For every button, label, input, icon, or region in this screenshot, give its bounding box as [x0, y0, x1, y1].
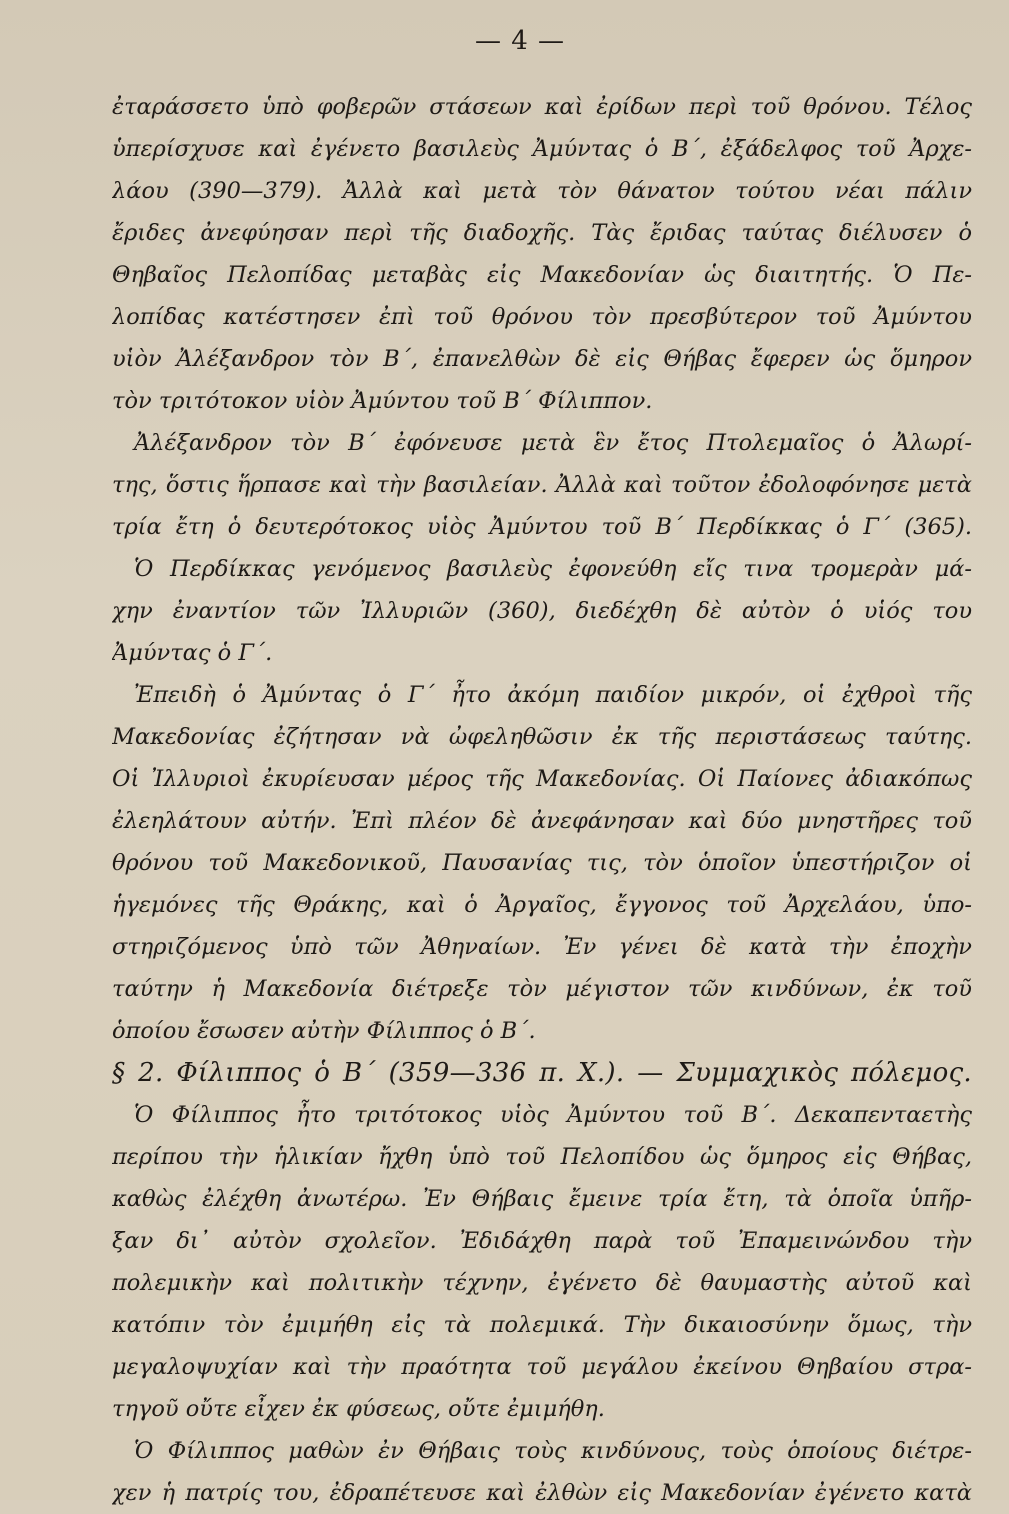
text-line: Ἐπειδὴ ὁ Ἀμύντας ὁ Γ΄ ἦτο ἀκόμη παιδίον μικρόν, οἱ ἐχθροὶ τῆς — [134, 682, 972, 708]
text-line: λάου (390—379). Ἀλλὰ καὶ μετὰ τὸν θάνατον τούτου νέαι πάλιν — [112, 178, 972, 204]
text-line: ἐλεηλάτουν αὐτήν. Ἐπὶ πλέον δὲ ἀνεφάνησαν καὶ δύο μνηστῆρες τοῦ — [112, 808, 972, 834]
section-heading: § 2. Φίλιππος ὁ Β΄ (359—336 π. Χ.). — Συμμαχικὸς πόλεμος. — [112, 1058, 972, 1088]
text-line: τηγοῦ οὔτε εἶχεν ἐκ φύσεως, οὔτε ἐμιμήθη. — [112, 1396, 605, 1422]
text-line: ξαν δι᾽ αὐτὸν σχολεῖον. Ἐδιδάχθη παρὰ τοῦ Ἐπαμεινώνδου τὴν — [112, 1228, 972, 1254]
text-line: Θηβαῖος Πελοπίδας μεταβὰς εἰς Μακεδονίαν ὡς διαιτητής. Ὁ Πε- — [112, 262, 972, 288]
text-line: της, ὅστις ἥρπασε καὶ τὴν βασιλείαν. Ἀλλὰ καὶ τοῦτον ἐδολοφόνησε μετὰ — [112, 472, 972, 498]
text-line: χεν ἡ πατρίς του, ἐδραπέτευσε καὶ ἐλθὼν εἰς Μακεδονίαν ἐγένετο κατὰ — [112, 1480, 972, 1506]
text-line: περίπου τὴν ἡλικίαν ἤχθη ὑπὸ τοῦ Πελοπίδου ὡς ὅμηρος εἰς Θήβας, — [112, 1144, 972, 1170]
text-line: Μακεδονίας ἐζήτησαν νὰ ὠφεληθῶσιν ἐκ τῆς περιστάσεως ταύτης. — [112, 724, 972, 750]
text-line: κατόπιν τὸν ἐμιμήθη εἰς τὰ πολεμικά. Τὴν δικαιοσύνην ὅμως, τὴν — [112, 1312, 972, 1338]
text-line: ἐταράσσετο ὑπὸ φοβερῶν στάσεων καὶ ἐρίδων περὶ τοῦ θρόνου. Τέλος — [112, 94, 972, 120]
text-line: ταύτην ἡ Μακεδονία διέτρεξε τὸν μέγιστον τῶν κινδύνων, ἐκ τοῦ — [112, 976, 972, 1002]
text-line: τρία ἔτη ὁ δευτερότοκος υἱὸς Ἀμύντου τοῦ Β΄ Περδίκκας ὁ Γ΄ (365). — [112, 514, 972, 540]
text-line: Ἀμύντας ὁ Γ΄. — [112, 640, 273, 666]
text-line: μεγαλοψυχίαν καὶ τὴν πραότητα τοῦ μεγάλου ἐκείνου Θηβαίου στρα- — [112, 1354, 972, 1380]
text-line: ὑπερίσχυσε καὶ ἐγένετο βασιλεὺς Ἀμύντας ὁ Β΄, ἐξάδελφος τοῦ Ἀρχε- — [112, 136, 972, 162]
body-text — [112, 86, 972, 1514]
page-number: — 4 — — [474, 26, 566, 56]
text-line: Ὁ Περδίκκας γενόμενος βασιλεὺς ἐφονεύθη εἴς τινα τρομερὰν μά- — [134, 556, 972, 582]
text-line: υἱὸν Ἀλέξανδρον τὸν Β΄, ἐπανελθὼν δὲ εἰς Θήβας ἔφερεν ὡς ὅμηρον — [112, 346, 972, 372]
text-line: Ὁ Φίλιππος ἦτο τριτότοκος υἱὸς Ἀμύντου τοῦ Β΄. Δεκαπενταετὴς — [134, 1102, 972, 1128]
text-line: Ὁ Φίλιππος μαθὼν ἐν Θήβαις τοὺς κινδύνους, τοὺς ὁποίους διέτρε- — [134, 1438, 972, 1464]
text-line: ἔριδες ἀνεφύησαν περὶ τῆς διαδοχῆς. Τὰς ἔριδας ταύτας διέλυσεν ὁ — [112, 220, 972, 246]
text-line: τὸν τριτότοκον υἱὸν Ἀμύντου τοῦ Β΄ Φίλιππον. — [112, 388, 653, 414]
text-line: στηριζόμενος ὑπὸ τῶν Ἀθηναίων. Ἐν γένει δὲ κατὰ τὴν ἐποχὴν — [112, 934, 972, 960]
text-line: ὁποίου ἔσωσεν αὐτὴν Φίλιππος ὁ Β΄. — [112, 1018, 536, 1044]
text-line: θρόνου τοῦ Μακεδονικοῦ, Παυσανίας τις, τὸν ὁποῖον ὑπεστήριζον οἱ — [112, 850, 972, 876]
text-line: καθὼς ἐλέχθη ἀνωτέρω. Ἐν Θήβαις ἔμεινε τρία ἔτη, τὰ ὁποῖα ὑπῆρ- — [112, 1186, 972, 1212]
text-line: Οἱ Ἰλλυριοὶ ἐκυρίευσαν μέρος τῆς Μακεδονίας. Οἱ Παίονες ἀδιακόπως — [112, 766, 972, 792]
text-line: πολεμικὴν καὶ πολιτικὴν τέχνην, ἐγένετο δὲ θαυμαστὴς αὐτοῦ καὶ — [112, 1270, 972, 1296]
text-line: ἡγεμόνες τῆς Θράκης, καὶ ὁ Ἀργαῖος, ἔγγονος τοῦ Ἀρχελάου, ὑπο- — [112, 892, 972, 918]
text-line: χην ἐναντίον τῶν Ἰλλυριῶν (360), διεδέχθη δὲ αὐτὸν ὁ υἱός του — [112, 598, 972, 624]
text-line: Ἀλέξανδρον τὸν Β΄ ἐφόνευσε μετὰ ἓν ἔτος Πτολεμαῖος ὁ Ἀλωρί- — [134, 430, 972, 456]
text-line: λοπίδας κατέστησεν ἐπὶ τοῦ θρόνου τὸν πρεσβύτερον τοῦ Ἀμύντου — [112, 304, 972, 330]
